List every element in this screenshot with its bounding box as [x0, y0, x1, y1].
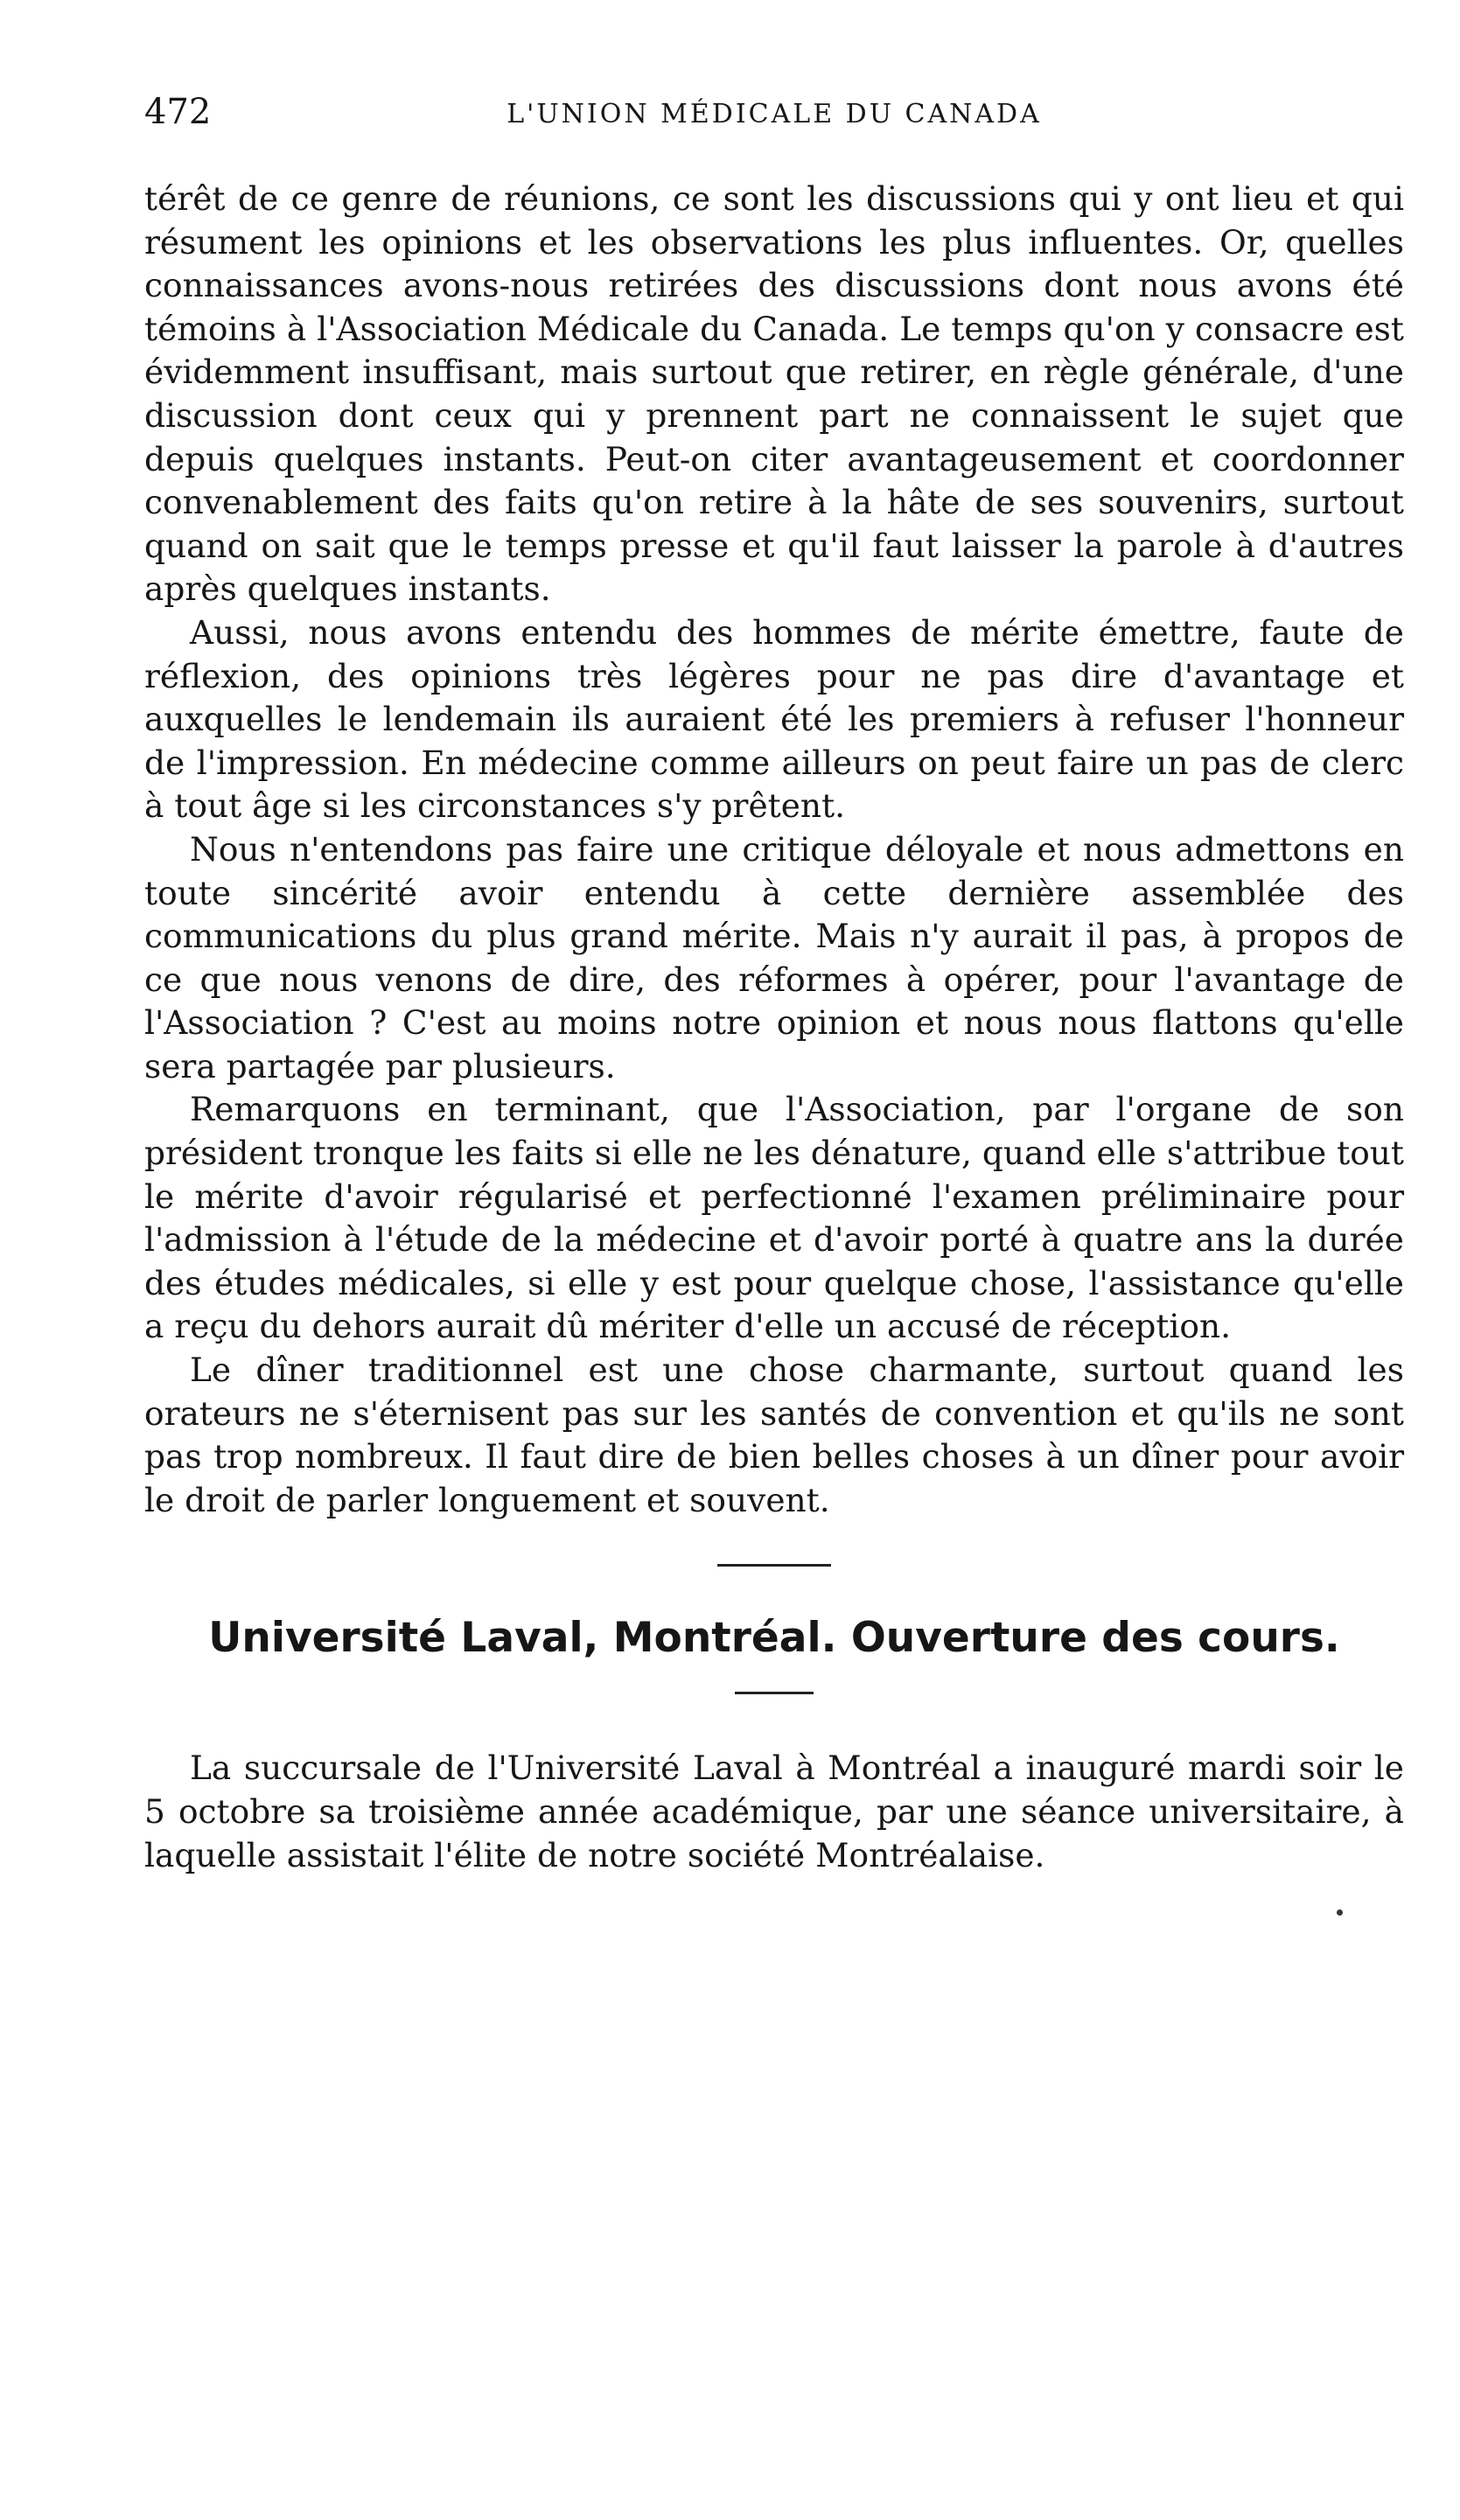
running-head: [144, 92, 1404, 144]
page-number: 472: [144, 92, 212, 132]
section-heading: Université Laval, Montréal. Ouverture des cours.: [208, 1614, 1340, 1663]
section-divider: [717, 1564, 831, 1567]
paragraph-3: Nous n'entendons pas faire une critique déloyale et nous admettons en toute sincérité avoir entendu à cette dernière assemblée des communications du plus grand mérite. Mais n'y aurait il pas, à propos de ce que nous venons de dire, des réformes à opérer, pour l'avantage de l'Association ? C'est au moins notre opinion et nous nous flattons qu'elle sera partagée par plusieurs.: [144, 829, 1404, 1085]
print-speck: [1337, 1909, 1343, 1916]
paragraph-2: Aussi, nous avons entendu des hommes de mérite émettre, faute de réflexion, des opinions très légères pour ne pas dire d'avantage et auxquelles le lendemain ils auraient été les premiers à refuser l'honneur de l'impression. En médecine comme ailleurs on peut faire un pas de clerc à tout âge si les circonstances s'y prêtent.: [144, 612, 1404, 826]
section-paragraph: La succursale de l'Université Laval à Montréal a inauguré mardi soir le 5 octobre sa troisième année académique, par une séance universitaire, à laquelle assistait l'élite de notre société Montréalaise.: [144, 1749, 1404, 1874]
page: [144, 92, 1404, 1877]
journal-title: L'UNION MÉDICALE DU CANADA: [506, 99, 1042, 129]
article-body: [144, 178, 1404, 1522]
section-body: [144, 1747, 1404, 1877]
heading-underline: [735, 1692, 814, 1694]
paragraph-5: Le dîner traditionnel est une chose charmante, surtout quand les orateurs ne s'éternisent pas sur les santés de convention et qu'ils ne sont pas trop nombreux. Il faut dire de bien belles choses à un dîner pour avoir le droit de parler longuement et souvent.: [144, 1351, 1404, 1519]
paragraph-4: Remarquons en terminant, que l'Association, par l'organe de son président tronque les faits si elle ne les dénature, quand elle s'attribue tout le mérite d'avoir régularisé et perfectionné l'examen préliminaire pour l'admission à l'étude de la médecine et d'avoir porté à quatre ans la durée des études médicales, si elle y est pour quelque chose, l'assistance qu'elle a reçu du dehors aurait dû mériter d'elle un accusé de réception.: [144, 1090, 1404, 1346]
paragraph-1: térêt de ce genre de réunions, ce sont les discussions qui y ont lieu et qui résument les opinions et les observations les plus influentes. Or, quelles connaissances avons-nous retirées des discussions dont nous avons été témoins à l'Association Médicale du Canada. Le temps qu'on y consacre est évidemment insuffisant, mais surtout que retirer, en règle générale, d'une discussion dont ceux qui y prennent part ne connaissent le sujet que depuis quelques instants. Peut-on citer avantageusement et coordonner convenablement des faits qu'on retire à la hâte de ses souvenirs, surtout quand on sait que le temps presse et qu'il faut laisser la parole à d'autres après quelques instants.: [144, 179, 1404, 609]
